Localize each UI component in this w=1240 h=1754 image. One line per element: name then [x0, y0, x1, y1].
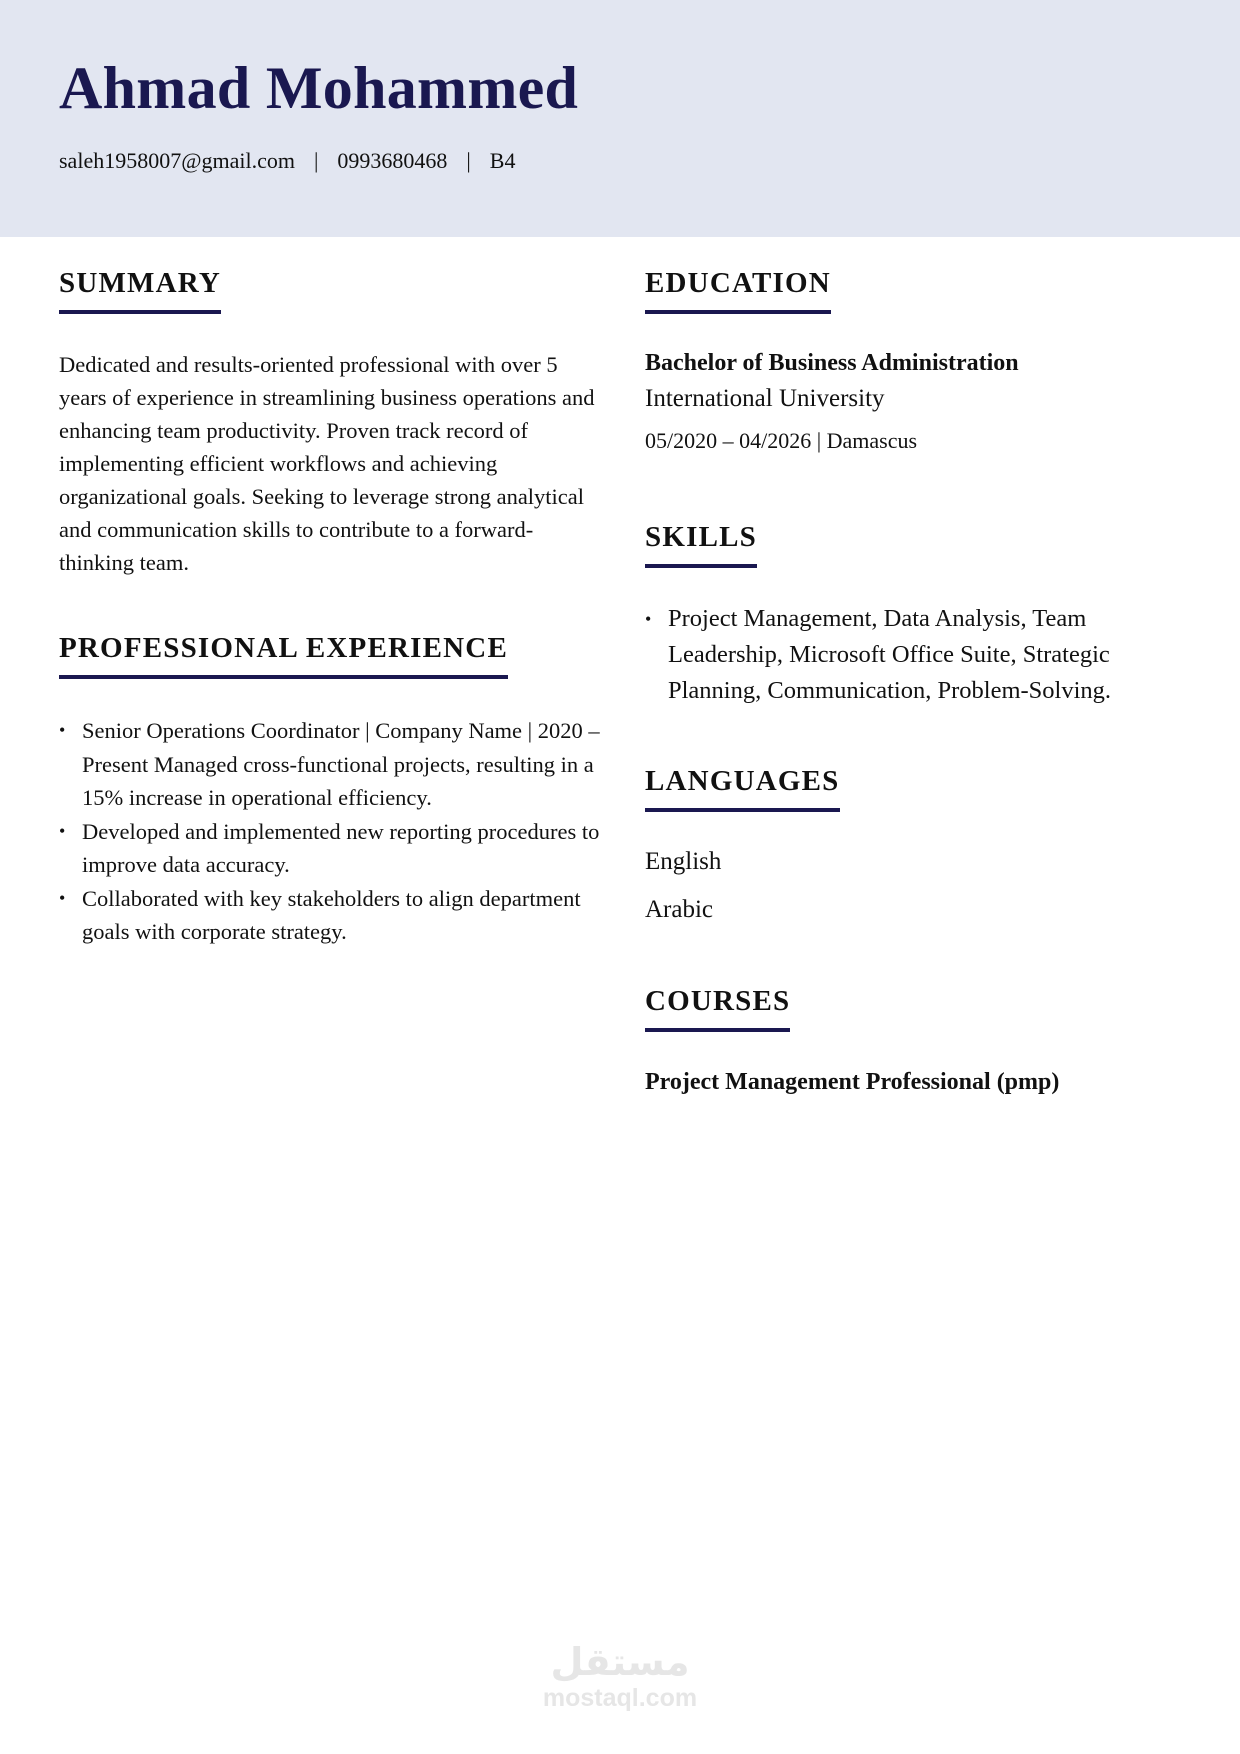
- languages-heading: LANGUAGES: [645, 764, 840, 812]
- location: B4: [489, 148, 516, 173]
- education-degree: Bachelor of Business Administration: [645, 350, 1019, 376]
- contact-separator: |: [313, 148, 319, 173]
- courses-heading: COURSES: [645, 984, 790, 1032]
- contact-separator: |: [466, 148, 471, 173]
- language-item: Arabic: [645, 896, 714, 923]
- skills-list: [645, 601, 1205, 709]
- summary-heading: SUMMARY: [59, 266, 221, 314]
- contact-line: [59, 146, 515, 176]
- experience-list: [59, 714, 604, 949]
- email-link[interactable]: saleh1958007@gmail.com: [59, 148, 295, 173]
- watermark-url: mostaql.com: [542, 1684, 698, 1712]
- candidate-name: Ahmad Mohammed: [59, 55, 579, 121]
- summary-text: Dedicated and results-oriented professional with over 5 years of experience in streamlining business operations and enhancing team productivity. Proven track record of implementing efficient workflows and achieving organizational goals. Seeking to leverage strong analytical and communication skills to contribute to a forward-thinking team.: [59, 352, 595, 575]
- experience-item: • Developed and implemented new reporting procedures to improve data accuracy.: [59, 815, 604, 882]
- watermark-arabic-logo: مستقل: [550, 1640, 690, 1684]
- experience-item: • Senior Operations Coordinator | Company Name | 2020 – Present Managed cross-functional projects, resulting in a 15% increase in operational efficiency.: [59, 714, 604, 815]
- language-item: English: [645, 848, 722, 875]
- education-school: International University: [645, 385, 885, 412]
- mostaql-watermark: [500, 1640, 740, 1712]
- skills-heading: SKILLS: [645, 520, 757, 568]
- course-item: Project Management Professional (pmp): [645, 1069, 1060, 1095]
- experience-item: • Collaborated with key stakeholders to align department goals with corporate strategy.: [59, 882, 604, 949]
- experience-heading: PROFESSIONAL EXPERIENCE: [59, 631, 508, 679]
- skills-item: • Project Management, Data Analysis, Team Leadership, Microsoft Office Suite, Strategic Planning, Communication, Problem-Solving.: [645, 601, 1205, 709]
- phone-number[interactable]: 0993680468: [337, 148, 448, 173]
- education-heading: EDUCATION: [645, 266, 831, 314]
- education-dates-location: 05/2020 – 04/2026 | Damascus: [645, 428, 918, 453]
- resume-header: [0, 0, 1240, 237]
